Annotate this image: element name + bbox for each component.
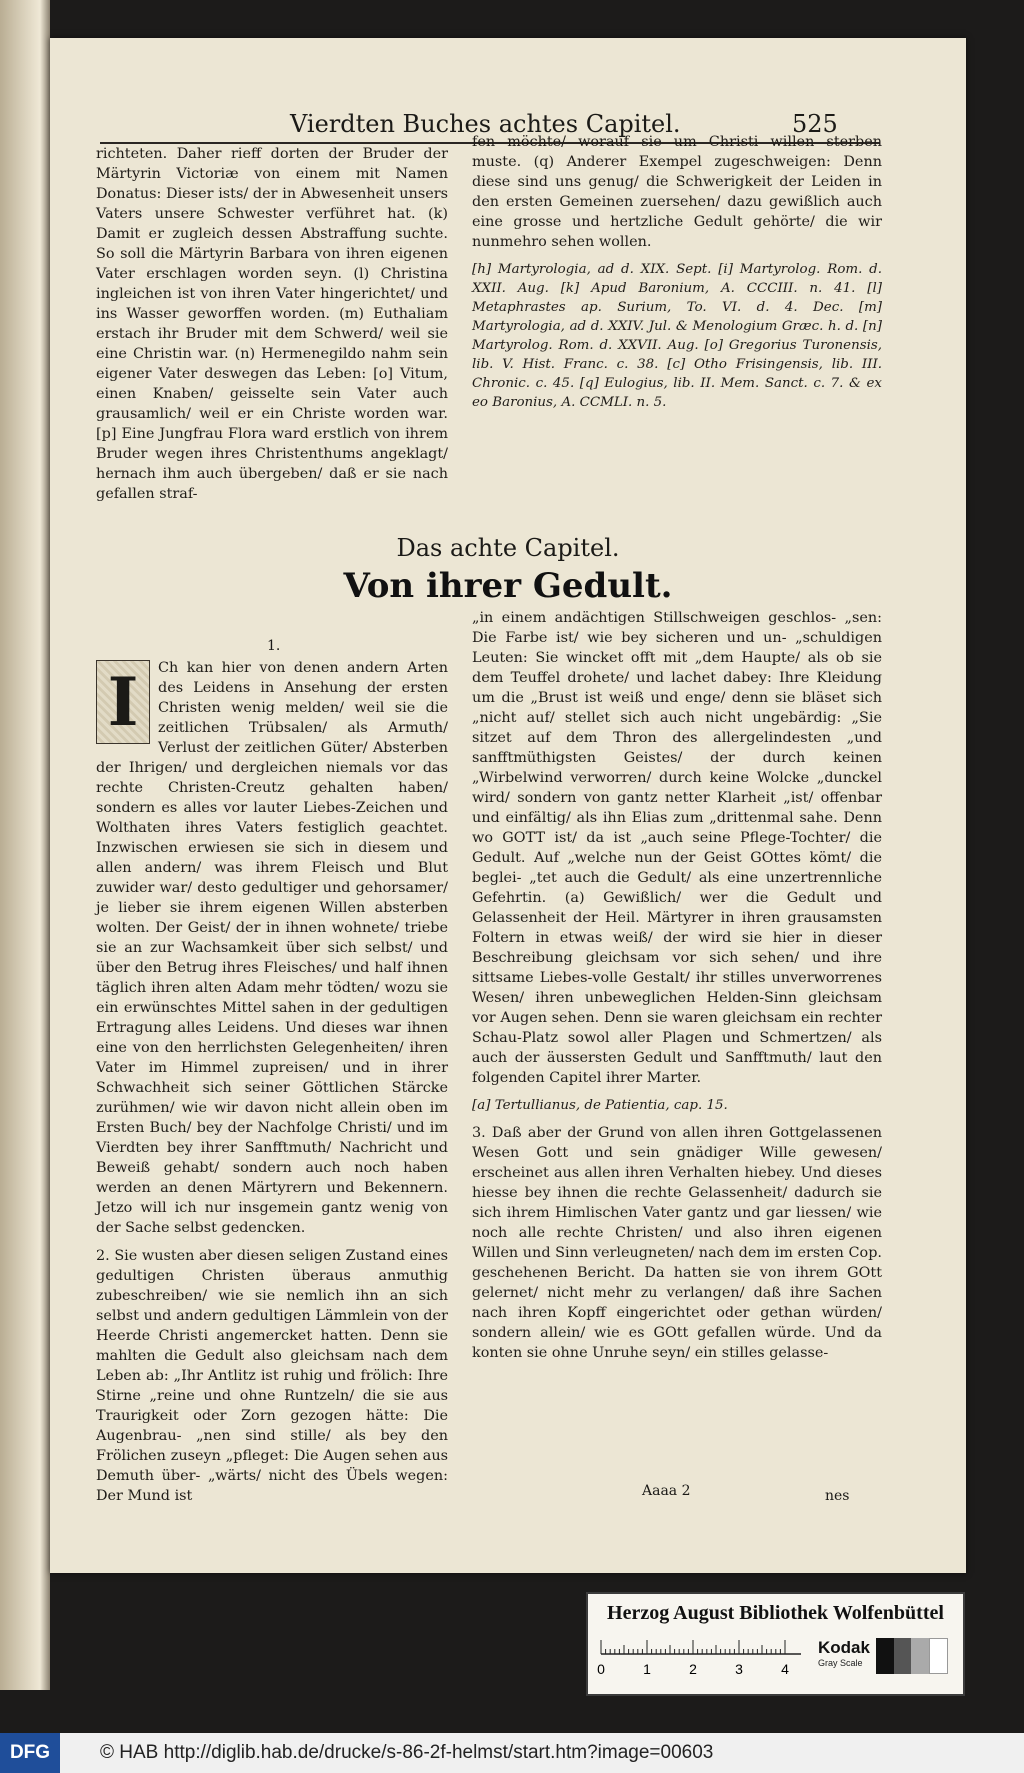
kodak-logo: Kodak [818, 1638, 870, 1657]
dfg-logo: DFG [0, 1733, 60, 1773]
top-right-column [472, 132, 882, 420]
ruler-tick-label: 3 [735, 1661, 743, 1677]
ruler-tick-label: 4 [781, 1661, 789, 1677]
adjacent-page-edge [0, 0, 50, 1690]
gray-scale-patch [808, 1634, 953, 1686]
running-title: Vierdten Buches achtes Capitel. [290, 110, 681, 138]
ruler-tick-label: 1 [643, 1661, 651, 1677]
page-number: 525 [792, 110, 838, 138]
gray-scale-label: Gray Scale [818, 1658, 863, 1668]
signature-mark: Aaaa 2 [642, 1483, 691, 1499]
color-scale-card [586, 1592, 965, 1696]
book-page [50, 38, 966, 1573]
bottom-left-column [96, 658, 448, 1514]
footnote-a: [a] Tertullianus, de Patientia, cap. 15. [472, 1098, 728, 1113]
ruler [596, 1634, 806, 1686]
catchword: nes [825, 1488, 850, 1504]
footer-bar [0, 1733, 1024, 1773]
paragraph-1-text: Ch kan hier von denen andern Arten des Leidens in Ansehung der ersten Christen wenig melden/ weil sie die zeitlichen Trübsalen/ als Armuth/ Verlust der zeitlichen Güter/ Absterben der Ihrigen/ und dergleichen niemals vor das rechte Christen-Creutz gehalten haben/ sondern es alles vor lauter Liebes-Zeichen und Wolthaten ihres Vaters festiglich geachtet. Inzwischen erwiesen sie sich in diesem und allen andern/ was ihrem Fleisch und Blut zuwider war/ desto gedultiger und gehorsamer/ je lieber sie ihrem eigenen Willen absterben wolten. Der Geist/ der in ihnen wohnete/ triebe sie an zur Wachsamkeit über sich selbst/ und über den Betrug ihres Fleisches/ und half ihnen täglich ihren alten Adam mehr tödten/ wozu sie ein erwünschtes Mittel sahen in der gedultigen Ertragung alles Leidens. Und dieses war ihnen eine von den herrlichsten Gelegenheiten/ ihren Vater im Himmel zupreisen/ und in ihrer Schwachheit sich seiner Göttlichen Stärcke zurühmen/ wie wir davon nicht allein oben im Ersten Buch/ bey der Nachfolge Christi/ und im Vierdten bey ihrer Sanfftmuth/ Nachricht und Beweiß gehabt/ sondern auch noch haben werden an denen Märtyrern und Bekennern. Jetzo will ich nur insgemein gantz wenig von der Sache selbst gedencken. [96, 660, 448, 1236]
footnotes-top: [h] Martyrologia, ad d. XIX. Sept. [i] Martyrolog. Rom. d. XXII. Aug. [k] Apud Baronium, A. CCCIII. n. 41. [l] Metaphrastes ap. Surium, To. VI. d. 4. Dec. [m] Martyrologia, ad d. XXIV. Jul. & Menologium Græc. h. d. [n] Martyrolog. Rom. d. XXVII. Aug. [o] Gregorius Turonensis, lib. V. Hist. Franc. c. 38. [c] Otho Frisingensis, lib. III. Chronic. c. 45. [q] Eulogius, lib. II. Mem. Sanct. c. 7. & ex eo Baronius, A. CCMLI. n. 5. [472, 262, 882, 410]
paragraph-3: 3. Daß aber der Grund von allen ihren Gottgelassenen Wesen Gott und sein gnädiger Wille gewesen/ erscheinet aus allen ihren Verhalten hiebey. Und dieses hiesse bey ihnen die rechte Gelassenheit/ dadurch sie sich ihrem Himlischen Vater gantz und gar liessen/ wie noch alle rechte Christen/ und also ihren eigenen Willen und Sinn verleugneten/ nach dem im ersten Cop. geschehenen Bericht. Da hatten sie von ihrem GOtt gelernet/ nicht mehr zu verlangen/ daß ihre Sachen nach ihren Kopff eingerichtet oder gethan würden/ sondern allein/ wie es GOtt gefallen würde. Und da konten sie ohne Unruhe seyn/ ein stilles gelasse- [472, 1125, 882, 1361]
chapter-title: Von ihrer Gedult. [343, 566, 673, 606]
chapter-subtitle: Das achte Capitel. [396, 534, 620, 562]
ruler-tick-label: 2 [689, 1661, 697, 1677]
copyright-link[interactable]: © HAB http://diglib.hab.de/drucke/s-86-2f-helmst/start.htm?image=00603 [100, 1742, 714, 1763]
bottom-right-column [472, 608, 882, 1371]
top-left-text: richteten. Daher rieff dorten der Bruder der Märtyrin Victoriæ von einem mit Namen Donatus: Dieser ists/ der in Abwesenheit unsers Vaters unsere Schwester verführet hat. (k) Damit er zugleich dessen Abstraffung suchte. So soll die Märtyrin Barbara von ihren eigenen Vater erschlagen worden seyn. (l) Christina ingleichen ist von ihren Vater hingerichtet/ und ins Wasser geworffen worden. (m) Euthaliam erstach ihr Bruder mit dem Schwerd/ weil sie eine Christin war. (n) Hermenegildo nahm sein eigener Vater deswegen das Leben: [o] Vitum, einen Knaben/ geisselte sein Vater auch grausamlich/ weil er ein Christe worden war. [p] Eine Jungfrau Flora ward erstlich von ihrem Bruder wegen ihres Christenthums angeklagt/ hernach ihm auch übergeben/ daß er sie nach gefallen straf- [96, 146, 448, 502]
top-left-column [96, 144, 448, 512]
paragraph-2: 2. Sie wusten aber diesen seligen Zustand eines gedultigen Christen überaus anmuthig zubeschreiben/ wie sie nemlich ihn an sich selbst und andern gedultigen Lämmlein von der Heerde Christi angemercket hatten. Denn sie mahlten die Gedult also gleichsam nach dem Leben ab: „Ihr Antlitz ist ruhig und frölich: Ihre Stirne „reine und ohne Runtzeln/ die sie aus Traurigkeit oder Zorn gezogen hätte: Die Augenbrau- „nen sind stille/ als bey den Frölichen zuseyn „pfleget: Die Augen sehen aus Demuth über- „wärts/ nicht des Übels wegen: Der Mund ist [96, 1248, 448, 1504]
institution-name: Herzog August Bibliothek Wolfenbüttel [607, 1602, 944, 1624]
gray-swatches [876, 1638, 948, 1674]
section-number: 1. [267, 638, 281, 654]
paragraph-right-1: „in einem andächtigen Stillschweigen geschlos- „sen: Die Farbe ist/ wie bey sicheren und un- „schuldigen Leuten: Sie wincket offt mit „dem Haupte/ als ob sie dem Teuffel drohete/ und lachet dabey: Ihre Kleidung um die „Brust ist weiß und enge/ denn sie bläset sich „nicht auf/ stellet sich auch nicht ungebärdig: „Sie sitzet auf dem Thron des allergelindesten „und sanfftmüthigsten Geistes/ der durch keinen „Wirbelwind verworren/ durch keine Wolcke „dunckel wird/ sondern von gantz netter Klarheit „ist/ offenbar und einfältig/ als ihn Elias zum „drittenmal sahe. Denn wo GOTT ist/ da ist „auch seine Pflege-Tochter/ die Gedult. Auf „welche nun der Geist GOttes kömt/ die beglei- „tet auch die Gedult/ als eine unzertrennliche Gefehrtin. (a) Gewißlich/ wer die Gedult und Gelassenheit der Heil. Märtyrer in ihren grausamsten Foltern in etwas weiß/ der wird sie hier in dieser Beschreibung gleichsam vor sich sehen/ und ihre sittsame Liebes-volle Gestalt/ ihr stilles unverworrenes Wesen/ ihren unbeweglichen Helden-Sinn gleichsam vor Augen sehen. Denn sie waren gleichsam ein rechter Schau-Platz sowol aller Plagen und Schmertzen/ als auch der äussersten Gedult und Sanfftmuth/ laut den folgenden Capitel ihrer Marter. [472, 610, 882, 1086]
ruler-tick-label: 0 [597, 1661, 605, 1677]
top-right-text: fen möchte/ worauf sie um Christi willen sterben muste. (q) Anderer Exempel zugeschweigen: Denn diese sind uns genug/ die Schwerigkeit der Leiden in den ersten Gemeinen zuersehen/ dazu gewißlich auch eine grosse und hertzliche Gedult gehörte/ die wir nunmehro sehen wollen. [472, 134, 882, 250]
paragraph-1 [96, 658, 448, 1238]
dropcap-initial: I [96, 660, 150, 744]
